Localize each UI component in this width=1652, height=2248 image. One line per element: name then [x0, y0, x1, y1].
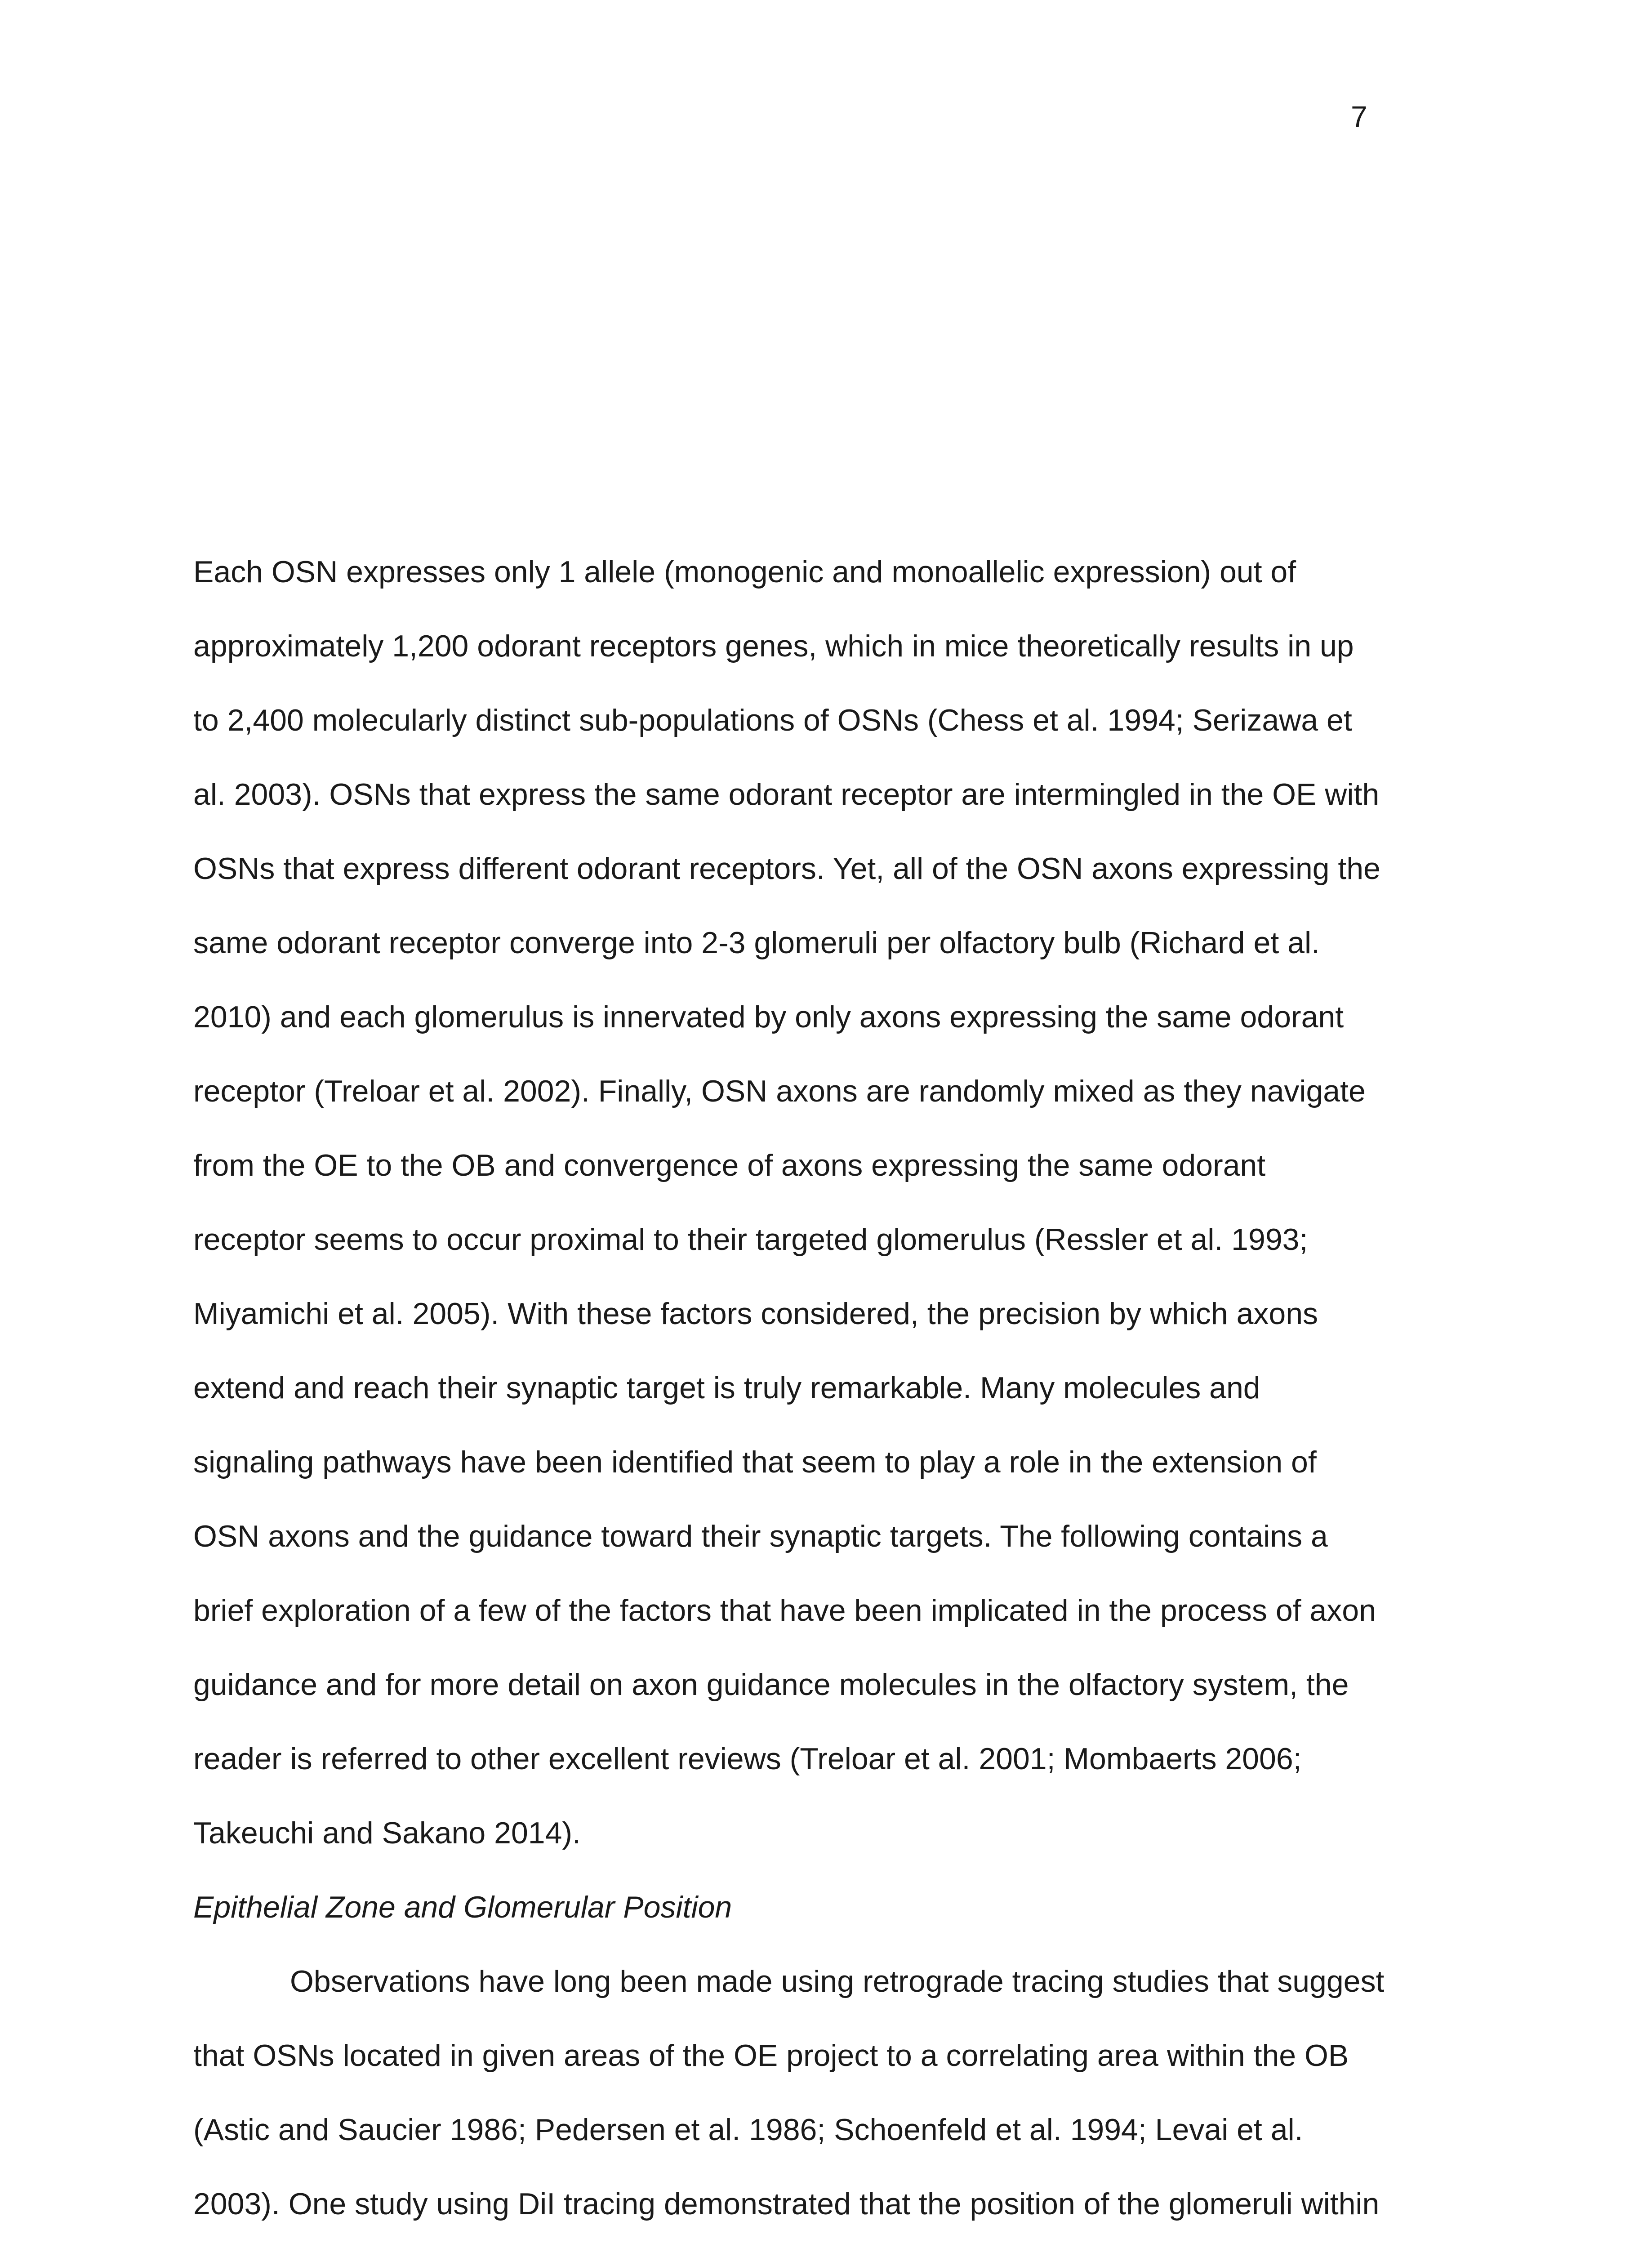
- text-line: OSNs that express different odorant receptors. Yet, all of the OSN axons expressing the: [193, 852, 1380, 886]
- text-line: extend and reach their synaptic target is truly remarkable. Many molecules and: [193, 1371, 1260, 1405]
- section-heading: Epithelial Zone and Glomerular Position: [193, 1890, 732, 1924]
- text-line: same odorant receptor converge into 2-3 glomeruli per olfactory bulb (Richard et al.: [193, 926, 1320, 960]
- text-line: Each OSN expresses only 1 allele (monogenic and monoallelic expression) out of: [193, 555, 1296, 589]
- text-line: that OSNs located in given areas of the OE project to a correlating area within the OB: [193, 2038, 1349, 2073]
- paragraph-epithelial-zone: [193, 1945, 1492, 2241]
- text-line: Takeuchi and Sakano 2014).: [193, 1816, 581, 1850]
- text-line: approximately 1,200 odorant receptors genes, which in mice theoretically results in up: [193, 629, 1354, 663]
- text-line: OSN axons and the guidance toward their synaptic targets. The following contains a: [193, 1519, 1328, 1553]
- text-line: reader is referred to other excellent reviews (Treloar et al. 2001; Mombaerts 2006;: [193, 1742, 1302, 1776]
- paragraph-intro: [193, 535, 1492, 1870]
- page-number: 7: [1351, 100, 1367, 133]
- text-line: from the OE to the OB and convergence of axons expressing the same odorant: [193, 1148, 1266, 1182]
- text-line: receptor seems to occur proximal to their targeted glomerulus (Ressler et al. 1993;: [193, 1222, 1308, 1257]
- text-line: signaling pathways have been identified that seem to play a role in the extension of: [193, 1445, 1317, 1479]
- text-line: (Astic and Saucier 1986; Pedersen et al. 1986; Schoenfeld et al. 1994; Levai et al.: [193, 2113, 1303, 2147]
- text-line: Observations have long been made using retrograde tracing studies that suggest: [290, 1964, 1385, 1998]
- text-line: 2010) and each glomerulus is innervated by only axons expressing the same odorant: [193, 1000, 1344, 1034]
- text-line: 2003). One study using DiI tracing demonstrated that the position of the glomeruli within: [193, 2187, 1380, 2221]
- text-line: receptor (Treloar et al. 2002). Finally, OSN axons are randomly mixed as they navigate: [193, 1074, 1366, 1108]
- document-body: [193, 535, 1492, 2241]
- text-line: guidance and for more detail on axon guidance molecules in the olfactory system, the: [193, 1668, 1349, 1702]
- text-line: to 2,400 molecularly distinct sub-populations of OSNs (Chess et al. 1994; Serizawa et: [193, 703, 1352, 737]
- text-line: Miyamichi et al. 2005). With these factors considered, the precision by which axons: [193, 1297, 1318, 1331]
- text-line: brief exploration of a few of the factors that have been implicated in the process of axon: [193, 1593, 1376, 1628]
- text-line: al. 2003). OSNs that express the same odorant receptor are intermingled in the OE with: [193, 777, 1380, 812]
